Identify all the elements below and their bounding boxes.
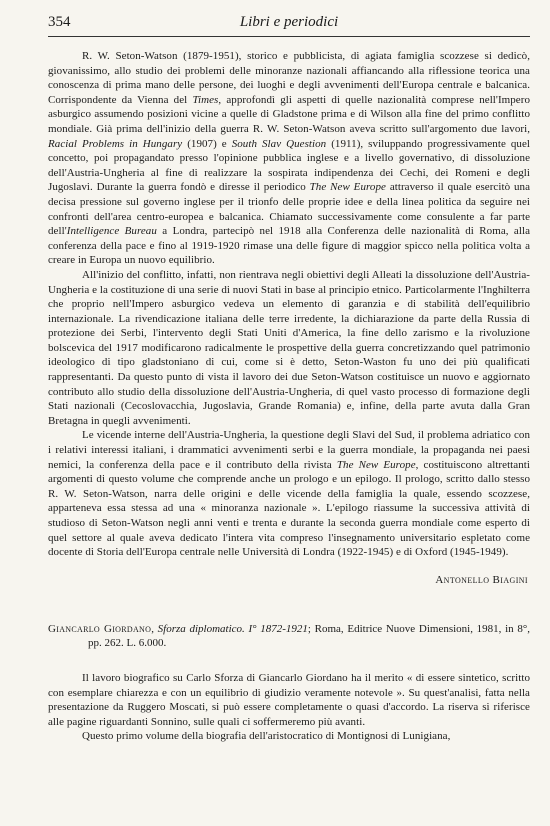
italic-run: Racial Problems in Hungary [48,137,183,150]
italic-run: South Slav Question [231,137,327,150]
paragraph [48,49,530,268]
text-run: a Londra, partecipò nel 1918 alla Conferenza delle nazionalità di Roma, alla conferenza della pace e fino al 1919-1920 rimase una delle figure di maggior spicco nella politica volta a creare in Europa un nuovo equilibrio. [48,225,531,267]
reviewer-signature: Antonello Biagini [435,573,528,586]
text-run: All'inizio del conflitto, infatti, non rientrava negli obiettivi degli Alleati la dissoluzione dell'Austria-Ungheria e la costituzione di una serie di nuovi Stati in base al principio etnico. Particolarmente l'Inghilterra che proprio nell'Impero asburgico vedeva un elemento di garanzia e di stabilità dell'equilibrio internazionale. La rivendicazione italiana delle terre irredente, la dichiarazione da parte della Russia di protezione dei Serbi, l'intervento degli Stati Uniti d'America, la fine dello zarismo e la rivoluzione bolscevica del 1917 modificarono radicalmente le prospettive della guerra concretizzando quel patrimonio ideologico di tipo gladstoniano di cui, come si è detto, Seton-Waston fu uno dei più qualificati rappresentanti. Da questo punto di vista il lavoro dei due Seton-Watson costituisce un nuovo e aggiornato contributo allo studio della dissoluzione dell'Austria-Ungheria, di quel vasto processo di formazione degli Stati nazionali (Cecoslovacchia, Jugoslavia, Grande Romania) e, infine, della parte avuta dalla Gran Bretagna in quegli avvenimenti. [48,268,531,427]
paragraph [48,428,530,559]
text-run: Il lavoro biografico su Carlo Sforza di Giancarlo Giordano ha il merito « di essere sintetico, scritto con esemplare chiarezza e con un equilibrio di giudizio veramente notevole ». Su quest'analisi, fatta nella presentazione da Ruggero Moscati, si può essere completamente o quasi d'accordo. La riserva si riferisce alle pagine riguardanti Sonnino, sulle quali ci soffermeremo più avanti. [48,671,530,728]
italic-run: Intelligence Bureau [66,225,157,238]
review-author: Giancarlo Giordano [48,622,152,635]
review-body [48,671,530,744]
running-title: Libri e periodici [239,14,339,30]
paragraph [48,268,530,429]
paragraph [48,729,530,744]
page-number: 354 [48,14,71,30]
italic-run: Times [192,93,219,106]
review-title: Sforza diplomatico. I° 1872-1921 [157,622,308,635]
text-run: Le vicende interne dell'Austria-Ungheria, la questione degli Slavi del Sud, il problema adriatico con i relativi interessi italiani, i drammatici avvenimenti serbi e la guerra mondiale, la propaganda nei paesi nemici, la conferenza della pace e il contributo della rivista [48,429,530,471]
text-run: attraverso il quale esercitò una decisa pressione sul governo inglese per il trionfo delle proprie idee e della linea politica da seguire nei confronti dell'area centro-europea e balcanica. Chiamato successivamente come consulente a far parte dell' [48,181,531,238]
page-header [48,14,530,37]
italic-run: The New Europe [336,458,416,471]
text-run: , approfondì gli aspetti di quelle nazionalità comprese nell'Impero asburgico assumendo posizioni vicine a quelle di Gladstone prima e di Wilson alla fine del primo conflitto mondiale. Già prima dell'inizio della guerra R. W. Seton-Watson aveva scritto sull'argomento due lavori, [48,93,531,135]
text-run: , costituiscono altrettanti argomenti di questo volume che comprende anche un prologo e un epilogo. Il prologo, scritto dallo stesso R. W. Seton-Watson, narra delle origini e delle vicende della famiglia la quale, essendo scozzese, apparteneva essa stessa ad una « minoranza nazionale ». L'epilogo riassume la successiva attività di studioso di Seton-Watson negli anni venti e trenta e durante la seconda guerra mondiale come esperto di quel settore al quale aveva dedicato l'intera vita compreso l'insegnamento universitario espletato come docente di Storia dell'Europa centrale nelle Università di Londra (1922-1945) e di Oxford (1945-1949). [48,458,530,559]
text-run: (1911), sviluppando progressivamente quel concetto, poi propagandato presso l'opinione pubblica inglese e a livello governativo, di dissoluzione dell'Austria-Ungheria al fine di realizzare la sospirata indipendenza dei Cechi, dei Romeni e degli Jugoslavi. Durante la guerra fondò e diresse il periodico [48,137,530,194]
review-publication: ; Roma, Editrice Nuove Dimensioni, 1981, in 8°, pp. 262. L. 6.000. [88,622,530,650]
text-run: Questo primo volume della biografia dell'aristocratico di Montignosi di Lunigiana, [82,730,451,743]
paragraph [48,671,530,729]
review-citation: Giancarlo Giordano, Sforza diplomatico. I° 1872-1921; Roma, Editrice Nuove Dimensioni, 1981, in 8°, pp. 262. L. 6.000. [48,622,530,650]
article-body [48,49,530,560]
text-run: R. W. Seton-Watson (1879-1951), storico e pubblicista, di agiata famiglia scozzese si dedicò, giovanissimo, allo studio dei problemi delle minoranze nazionali affiancando alla riflessione teorica una conoscenza di prima mano delle persone, dei luoghi e degli avvenimenti dell'Europa centrale e balcanica. Corrispondente da Vienna del [48,50,530,106]
text-run: (1907) e [182,137,232,150]
italic-run: The New Europe [309,181,386,194]
